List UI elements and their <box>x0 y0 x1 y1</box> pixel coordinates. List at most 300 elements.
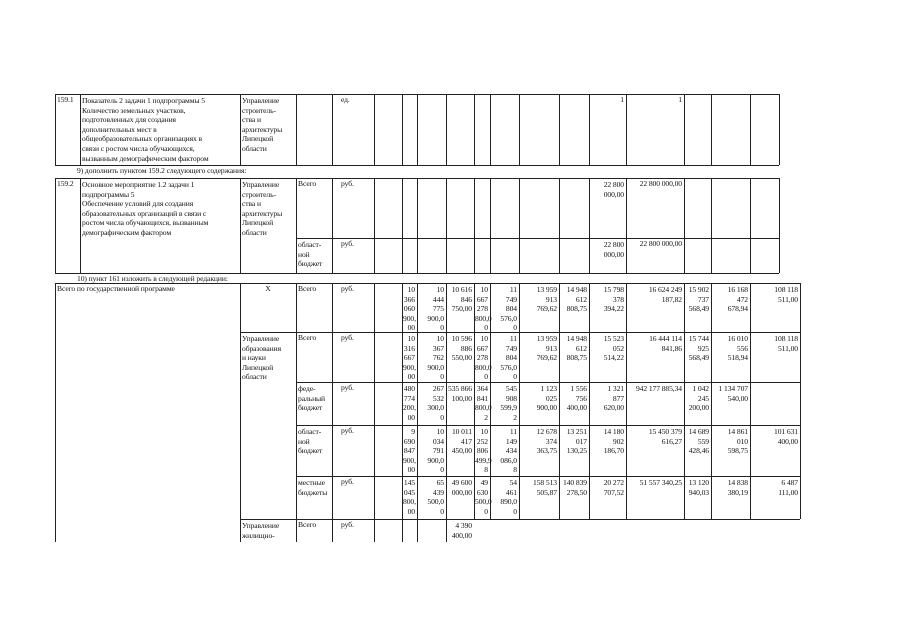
value-cell <box>447 384 472 403</box>
value-line: 900,00 <box>536 403 557 413</box>
value-cell <box>590 427 624 456</box>
rule <box>559 94 560 165</box>
value-line: 00 <box>407 465 415 475</box>
unit: руб. <box>341 520 354 529</box>
value-cell <box>712 384 748 403</box>
value-line: 505,87 <box>536 487 557 497</box>
value-cell: 1 <box>678 95 682 104</box>
rule <box>374 178 375 273</box>
value-cell <box>447 478 472 497</box>
value-line: 100,00 <box>451 393 472 403</box>
value-line: 060 <box>403 304 415 314</box>
rule <box>80 178 81 273</box>
rule <box>55 283 56 542</box>
rule <box>240 178 241 273</box>
value-line: 20 272 <box>603 478 624 487</box>
rule <box>446 283 447 542</box>
value-cell <box>685 478 709 497</box>
value-cell: 1 <box>620 95 624 104</box>
value-line: 00 <box>407 372 415 382</box>
value-line: 900, <box>403 455 416 465</box>
value-line: 300,0 <box>427 403 444 413</box>
value-cell <box>685 384 709 413</box>
value-line: 54 <box>509 478 517 487</box>
value-cell <box>447 334 472 363</box>
rule <box>779 94 780 165</box>
rule <box>240 332 800 333</box>
value-line: 010 <box>736 436 748 446</box>
value-line: 877 <box>612 393 624 403</box>
value-line: 0 <box>440 372 444 382</box>
value-line: 14 861 <box>727 427 748 436</box>
value-line: 111,00 <box>778 487 798 497</box>
value-line: 434 <box>505 446 517 456</box>
value-line: 00 <box>407 412 415 422</box>
value-line: 366 <box>403 294 415 304</box>
rule <box>559 178 560 273</box>
value-line: 900, <box>403 313 416 323</box>
value-line: 278 <box>476 353 488 363</box>
value-line: 8 <box>513 465 517 475</box>
value-line: 942 177 885,34 <box>635 384 682 393</box>
rule <box>402 94 403 165</box>
value-line: 10 596 <box>451 334 472 343</box>
value-line: 13 251 <box>566 427 587 436</box>
funding-source: местные бюджеты <box>298 478 328 497</box>
value-cell <box>560 334 587 363</box>
executor-mark: X <box>265 284 271 293</box>
value-line: 511,00 <box>777 343 798 353</box>
rule <box>332 283 333 542</box>
value-cell <box>491 334 517 382</box>
value-line: 13 959 <box>536 334 557 343</box>
value-line: 616,27 <box>661 436 682 446</box>
value-cell <box>447 285 472 314</box>
value-line: 417 <box>460 436 472 446</box>
rule <box>519 94 520 165</box>
value-line: 890,0 <box>500 497 517 507</box>
value-line: 499,9 <box>475 455 492 465</box>
value-cell <box>560 427 587 456</box>
value-line: 11 <box>509 334 517 343</box>
value-cell <box>418 285 444 333</box>
value-line: 11 <box>509 285 517 294</box>
value-line: 130,25 <box>566 446 587 456</box>
value-cell <box>751 427 798 446</box>
rule <box>684 94 685 165</box>
value-line: 400,00 <box>451 530 472 540</box>
rule <box>296 425 800 426</box>
value-line: 769,62 <box>536 353 557 363</box>
value-line: 1 556 <box>570 384 587 393</box>
value-line: 51 557 340,25 <box>639 478 682 487</box>
rule <box>490 94 491 165</box>
value-line: 367 <box>432 343 444 353</box>
value-line: 902 <box>612 436 624 446</box>
value-cell <box>712 478 748 497</box>
value-line: 10 <box>436 427 444 436</box>
value-line: 900,0 <box>427 455 444 465</box>
value-line: 16 444 114 <box>649 334 682 343</box>
value-line: 15 744 <box>688 334 709 343</box>
value-cell <box>590 384 624 413</box>
value-line: 6 487 <box>781 478 798 487</box>
value-line: 16 624 249 <box>648 285 682 294</box>
rule <box>417 178 418 273</box>
executor: Управление жилищно- <box>242 521 280 540</box>
value-line: 025 <box>545 393 557 403</box>
value-cell <box>520 334 557 363</box>
unit: руб. <box>341 333 354 342</box>
rule <box>519 178 520 273</box>
value-line: 400,00 <box>566 403 587 413</box>
value-line: 0 <box>513 372 517 382</box>
value-line: 267 <box>432 384 444 393</box>
rule <box>80 94 81 165</box>
value-line: 378 <box>612 294 624 304</box>
value-line: 49 <box>480 478 488 487</box>
rule <box>626 178 627 273</box>
value-cell <box>627 285 682 304</box>
rule <box>402 178 403 273</box>
value-line: 540,00 <box>727 393 748 403</box>
value-cell <box>447 427 472 456</box>
value-line: 428,46 <box>688 446 709 456</box>
value-line: 908 <box>505 393 517 403</box>
value-line: 186,70 <box>603 446 624 456</box>
value-line: 045 <box>403 487 415 497</box>
rule <box>296 94 297 165</box>
value-cell <box>627 334 682 353</box>
value-line: 439 <box>432 487 444 497</box>
value-line: 245 <box>697 393 709 403</box>
value-line: 9 <box>411 427 415 436</box>
value-cell <box>590 478 624 497</box>
value-line: 576,0 <box>500 362 517 372</box>
value-line: 65 <box>436 478 444 487</box>
funding-source: област- ной бюджет <box>298 427 323 456</box>
value-cell: 22 800 000,00 <box>639 239 682 248</box>
rule <box>374 94 375 165</box>
value-line: 0 <box>440 323 444 333</box>
value-line: 500,0 <box>475 497 492 507</box>
unit: руб. <box>341 383 354 392</box>
value-line: 925 <box>697 343 709 353</box>
rule <box>374 283 375 542</box>
value-line: 667 <box>476 343 488 353</box>
value-line: 0 <box>513 506 517 516</box>
value-line: 158 513 <box>533 478 557 487</box>
rule <box>474 178 475 273</box>
value-line: 1 042 <box>692 384 709 393</box>
value-cell <box>403 334 415 382</box>
value-line: 140 839 <box>563 478 587 487</box>
value-line: 394,22 <box>603 304 624 314</box>
rule <box>240 519 800 520</box>
value-line: 12 678 <box>536 427 557 436</box>
unit: руб. <box>341 426 354 435</box>
value-cell <box>403 478 415 516</box>
executor: Управление строитель- ства и архитектуры Липецкой области <box>242 96 283 153</box>
value-cell <box>403 427 415 475</box>
value-line: 252 <box>476 436 488 446</box>
value-line: 480 <box>403 384 415 393</box>
value-line: 514,22 <box>603 353 624 363</box>
value-line: 808,75 <box>566 304 587 314</box>
value-cell <box>751 478 798 497</box>
value-cell <box>712 285 748 314</box>
value-line: 11 <box>509 427 517 436</box>
rule <box>626 94 627 165</box>
value-cell <box>560 478 587 497</box>
value-line: 14 689 <box>688 427 709 436</box>
value-cell <box>712 334 748 363</box>
value-line: 149 <box>505 436 517 446</box>
value-line: 612 <box>575 343 587 353</box>
unit: ед. <box>341 95 350 104</box>
value-line: 444 <box>432 294 444 304</box>
value-line: 14 948 <box>566 334 587 343</box>
value-line: 690 <box>403 436 415 446</box>
value-line: 0 <box>440 412 444 422</box>
value-line: 2 <box>513 412 517 422</box>
value-line: 10 <box>407 285 415 294</box>
rule <box>55 178 56 273</box>
value-line: 756 <box>575 393 587 403</box>
value-line: 034 <box>432 436 444 446</box>
value-line: 10 <box>480 427 488 436</box>
value-line: 707,52 <box>603 487 624 497</box>
value-line: 1 321 <box>607 384 624 393</box>
value-line: 13 120 <box>688 478 709 487</box>
value-cell <box>751 334 798 353</box>
value-cell <box>520 384 557 413</box>
funding-source: феде- ральный бюджет <box>298 384 326 413</box>
value-cell <box>590 334 624 363</box>
value-line: 791 <box>432 446 444 456</box>
rule <box>417 94 418 165</box>
value-cell <box>590 285 624 314</box>
value-line: 535 866 <box>448 384 472 393</box>
caption-9: 9) дополнить пунктом 159.2 следующего содержания: <box>77 166 247 175</box>
rule <box>296 178 297 273</box>
rule <box>446 178 447 273</box>
value-line: 762 <box>432 353 444 363</box>
value-line: 913 <box>545 294 557 304</box>
value-cell: 22 800 000,00 <box>603 180 624 199</box>
value-cell <box>685 334 709 363</box>
value-line: 10 <box>480 334 488 343</box>
rule <box>750 178 751 273</box>
unit: руб. <box>341 477 354 486</box>
value-cell <box>403 384 415 422</box>
value-line: 749 <box>505 343 517 353</box>
rule <box>750 94 751 165</box>
value-cell <box>751 285 798 304</box>
value-line: 667 <box>476 294 488 304</box>
value-line: 678,94 <box>727 304 748 314</box>
value-line: 8 <box>484 465 488 475</box>
value-line: 472 <box>736 294 748 304</box>
value-cell <box>475 285 492 333</box>
value-line: 556 <box>736 343 748 353</box>
value-line: 364 <box>476 384 488 393</box>
value-line: 10 <box>480 285 488 294</box>
value-line: 14 838 <box>727 478 748 487</box>
value-line: 0 <box>513 323 517 333</box>
value-cell <box>491 285 517 333</box>
value-line: 808,75 <box>566 353 587 363</box>
value-line: 612 <box>575 294 587 304</box>
value-line: 737 <box>697 294 709 304</box>
value-line: 769,62 <box>536 304 557 314</box>
value-line: 900,0 <box>427 313 444 323</box>
value-cell <box>627 478 682 488</box>
value-line: 775 <box>432 304 444 314</box>
value-line: 15 523 <box>603 334 624 343</box>
value-line: 101 631 <box>774 427 798 436</box>
value-line: 108 118 <box>774 334 798 343</box>
value-line: 847 <box>403 446 415 456</box>
row-number: 159.1 <box>57 95 74 104</box>
value-line: 568,49 <box>688 304 709 314</box>
value-line: 800,0 <box>475 362 492 372</box>
rule <box>800 283 801 519</box>
unit: руб. <box>341 239 354 248</box>
rule <box>711 94 712 165</box>
value-line: 804 <box>505 304 517 314</box>
funding-source: Всего <box>298 333 317 342</box>
value-cell <box>560 384 587 413</box>
value-line: 630 <box>476 487 488 497</box>
value-line: 4 390 <box>455 521 472 530</box>
value-line: 667 <box>403 353 415 363</box>
value-line: 278,50 <box>566 487 587 497</box>
funding-source: Всего <box>298 284 317 293</box>
value-line: 10 <box>436 285 444 294</box>
value-line: 841,86 <box>661 343 682 353</box>
value-cell <box>712 427 748 456</box>
value-line: 16 010 <box>727 334 748 343</box>
value-line: 278 <box>476 304 488 314</box>
value-line: 16 168 <box>727 285 748 294</box>
value-line: 000,00 <box>451 487 472 497</box>
value-line: 800,0 <box>475 313 492 323</box>
value-line: 568,49 <box>688 353 709 363</box>
value-cell <box>475 478 492 516</box>
value-line: 14 948 <box>566 285 587 294</box>
value-line: 316 <box>403 343 415 353</box>
rule <box>296 283 297 542</box>
rule <box>490 178 491 273</box>
value-cell <box>627 384 682 394</box>
caption-10: 10) пункт 161 изложить в следующей редакции: <box>77 274 228 283</box>
value-line: 750,00 <box>451 304 472 314</box>
value-line: 108 118 <box>774 285 798 294</box>
rule <box>55 94 56 165</box>
rule <box>240 94 241 165</box>
value-line: 532 <box>432 393 444 403</box>
value-line: 15 450 379 <box>648 427 682 436</box>
rule <box>589 94 590 165</box>
value-cell <box>475 427 492 475</box>
value-cell <box>491 478 517 516</box>
value-line: 804 <box>505 353 517 363</box>
value-cell <box>520 427 557 456</box>
value-line: 841 <box>476 393 488 403</box>
value-line: 559 <box>697 436 709 446</box>
value-line: 380,19 <box>727 487 748 497</box>
row-number: 159.2 <box>57 179 74 188</box>
value-line: 774 <box>403 393 415 403</box>
value-line: 518,94 <box>727 353 748 363</box>
row-name: Показатель 2 задачи 1 подпрограммы 5 Количество земельных участков, подготовленных для создания дополнительных мест в общеобразовательных организациях в связи с ростом числа обучающихся, вызванным демографическим фактором <box>82 96 209 163</box>
value-line: 10 616 <box>451 285 472 294</box>
value-cell <box>418 478 444 516</box>
value-line: 052 <box>612 343 624 353</box>
value-line: 545 <box>505 384 517 393</box>
value-line: 145 <box>403 478 415 487</box>
value-cell <box>685 285 709 314</box>
value-cell <box>685 427 709 456</box>
rule <box>332 94 333 165</box>
value-line: 0 <box>484 372 488 382</box>
value-line: 13 959 <box>536 285 557 294</box>
value-cell <box>418 384 444 422</box>
value-line: 00 <box>407 323 415 333</box>
value-line: 800, <box>403 497 416 507</box>
value-line: 599,9 <box>500 403 517 413</box>
rule <box>296 238 779 239</box>
value-line: 900,0 <box>427 362 444 372</box>
value-line: 0 <box>440 506 444 516</box>
rule <box>296 382 800 383</box>
value-line: 017 <box>575 436 587 446</box>
value-line: 49 600 <box>451 478 472 487</box>
rule <box>684 178 685 273</box>
value-line: 00 <box>407 506 415 516</box>
value-line: 10 011 <box>451 427 472 436</box>
value-cell <box>447 521 472 540</box>
value-line: 10 <box>436 334 444 343</box>
rule <box>711 178 712 273</box>
rule <box>446 94 447 165</box>
value-line: 187,82 <box>661 294 682 304</box>
value-line: 461 <box>505 487 517 497</box>
value-line: 500,0 <box>427 497 444 507</box>
value-line: 900, <box>403 362 416 372</box>
value-cell <box>403 285 415 333</box>
rule <box>474 94 475 165</box>
value-cell <box>560 285 587 314</box>
funding-source: Всего <box>298 179 317 188</box>
value-cell <box>418 427 444 475</box>
value-line: 886 <box>460 343 472 353</box>
value-cell: 22 800 000,00 <box>603 240 624 259</box>
value-line: 374 <box>545 436 557 446</box>
value-line: 846 <box>460 294 472 304</box>
value-line: 913 <box>545 343 557 353</box>
value-line: 1 134 707 <box>718 384 748 393</box>
value-line: 15 902 <box>688 285 709 294</box>
total-label: Всего по государственной программе <box>57 284 175 293</box>
value-cell <box>520 478 557 497</box>
row-name: Основное мероприятие 1.2 задачи 1 подпрограммы 5 Обеспечение условий для создания образовательных организаций в связи с ростом числа обучающихся, вызванным демографическим фактором <box>82 180 209 237</box>
value-line: 800,0 <box>475 403 492 413</box>
value-line: 0 <box>484 506 488 516</box>
value-cell <box>520 285 557 314</box>
funding-source: Всего <box>298 520 317 529</box>
